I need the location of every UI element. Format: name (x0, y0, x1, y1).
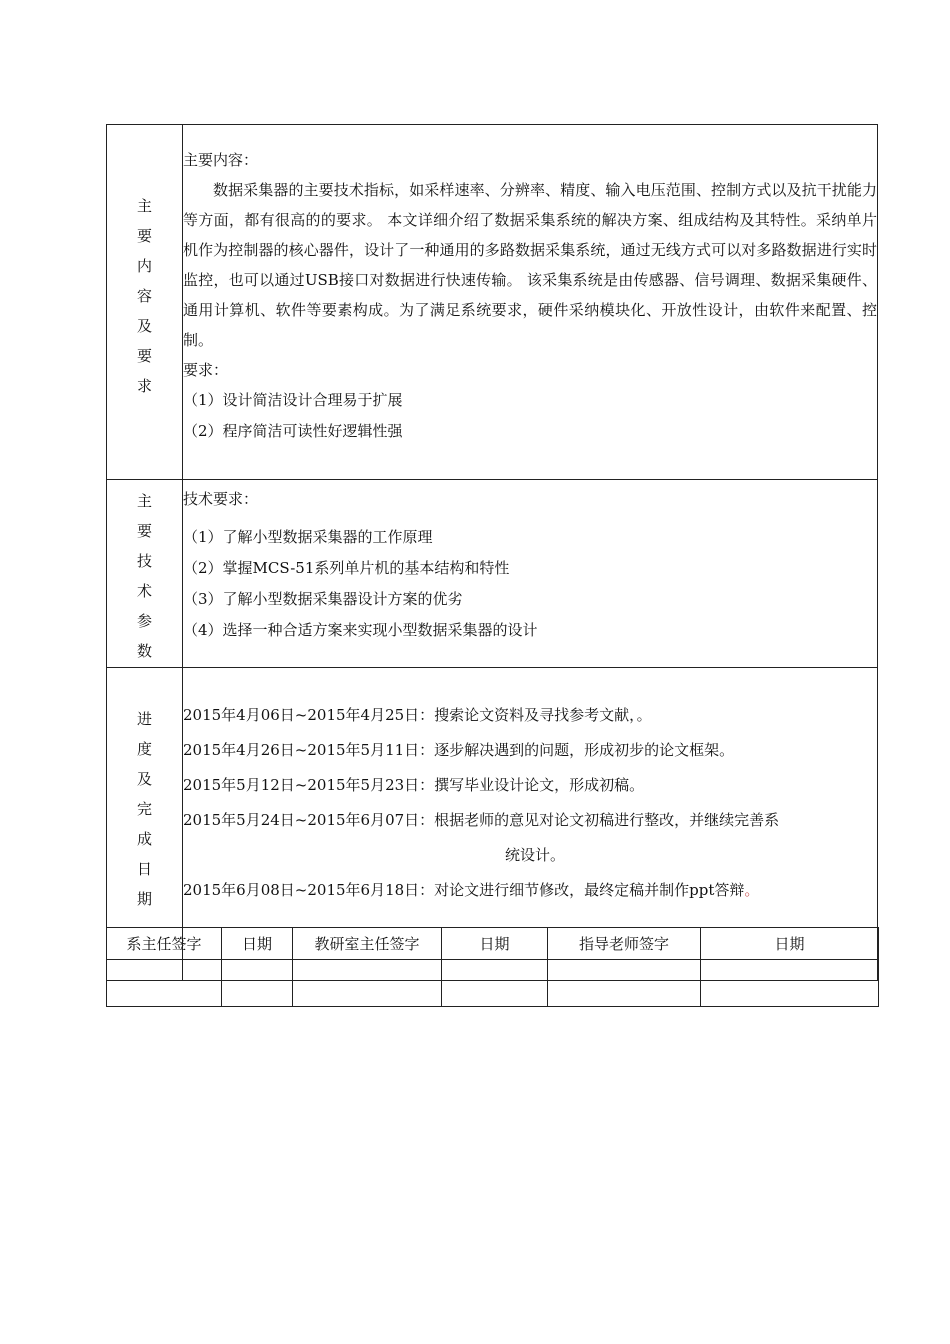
date-header: 日期 (222, 928, 293, 960)
requirement-item: （2）程序简洁可读性好逻辑性强 (183, 422, 403, 440)
label-char: 数 (136, 642, 152, 660)
label-char: 容 (136, 287, 152, 305)
requirement-item: （1）设计简洁设计合理易于扩展 (183, 391, 403, 409)
office-head-signature-header: 教研室主任签字 (293, 928, 442, 960)
schedule-entry-last (183, 873, 877, 908)
label-char: 主 (136, 492, 152, 510)
date-field[interactable] (701, 960, 879, 1007)
tech-item: （1）了解小型数据采集器的工作原理 (183, 528, 433, 546)
date-field[interactable] (442, 960, 548, 1007)
tech-item: （2）掌握MCS-51系列单片机的基本结构和特性 (183, 559, 510, 577)
requirements-heading: 要求： (183, 361, 229, 379)
schedule-entry: 2015年5月12日~2015年5月23日：撰写毕业设计论文，形成初稿。 (183, 776, 645, 794)
main-content-heading: 主要内容： (183, 151, 259, 169)
schedule-entry-continuation: 统设计。 (504, 846, 565, 864)
label-char: 期 (136, 890, 152, 908)
schedule-entry: 2015年5月24日~2015年6月07日：根据老师的意见对论文初稿进行整改，并继续完善系 (183, 811, 780, 829)
main-content-body (183, 125, 878, 480)
schedule-entry: 2015年4月26日~2015年5月11日：逐步解决遇到的问题，形成初步的论文框架。 (183, 741, 735, 759)
signature-blank-row (107, 960, 879, 1007)
label-char: 要 (136, 227, 152, 245)
label-char: 参 (136, 612, 152, 630)
signature-header-row (107, 928, 879, 960)
tech-params-row (107, 480, 878, 668)
label-char: 日 (136, 860, 152, 878)
office-head-signature-field[interactable] (293, 960, 442, 1007)
tech-heading: 技术要求： (183, 490, 259, 508)
advisor-signature-field[interactable] (548, 960, 701, 1007)
main-content-label (107, 125, 183, 480)
label-char: 技 (136, 552, 152, 570)
label-char: 及 (136, 770, 152, 788)
dept-head-signature-field[interactable] (107, 960, 222, 1007)
label-char: 进 (136, 710, 152, 728)
schedule-entry-text: 2015年6月08日~2015年6月18日：对论文进行细节修改，最终定稿并制作ppt答辩 (183, 881, 745, 899)
main-content-row (107, 125, 878, 480)
label-char: 完 (136, 800, 152, 818)
label-char: 度 (136, 740, 152, 758)
tech-params-label (107, 480, 183, 668)
label-char: 求 (136, 377, 152, 395)
tech-item: （4）选择一种合适方案来实现小型数据采集器的设计 (183, 621, 538, 639)
label-char: 术 (136, 582, 152, 600)
date-field[interactable] (222, 960, 293, 1007)
label-char: 要 (136, 522, 152, 540)
tech-item: （3）了解小型数据采集器设计方案的优劣 (183, 590, 463, 608)
label-char: 要 (136, 347, 152, 365)
tech-params-body (183, 480, 878, 668)
date-header: 日期 (442, 928, 548, 960)
schedule-entry: 2015年4月06日~2015年4月25日：搜索论文资料及寻找参考文献，。 (183, 706, 652, 724)
label-char: 及 (136, 317, 152, 335)
label-char: 主 (136, 197, 152, 215)
advisor-signature-header: 指导老师签字 (548, 928, 701, 960)
signature-table (106, 927, 879, 1007)
label-char: 内 (136, 257, 152, 275)
schedule-entry-period: 。 (744, 881, 760, 899)
date-header: 日期 (701, 928, 879, 960)
task-form-table (106, 124, 878, 981)
dept-head-signature-header: 系主任签字 (107, 928, 222, 960)
main-content-paragraph: 数据采集器的主要技术指标，如采样速率、分辨率、精度、输入电压范围、控制方式以及抗干扰能力等方面，都有很高的的要求。 本文详细介绍了数据采集系统的解决方案、组成结构及其特性。采纳单片机作为控制器的核心器件，设计了一种通用的多路数据采集系统，通过无线方式可以对多路数据进行实时监控，也可以通过USB接口对数据进行快速传输。 该采集系统是由传感器、信号调理、数据采集硬件、通用计算机、软件等要素构成。为了满足系统要求，硬件采纳模块化、开放性设计，由软件来配置、控制。 (183, 181, 877, 349)
label-char: 成 (136, 830, 152, 848)
